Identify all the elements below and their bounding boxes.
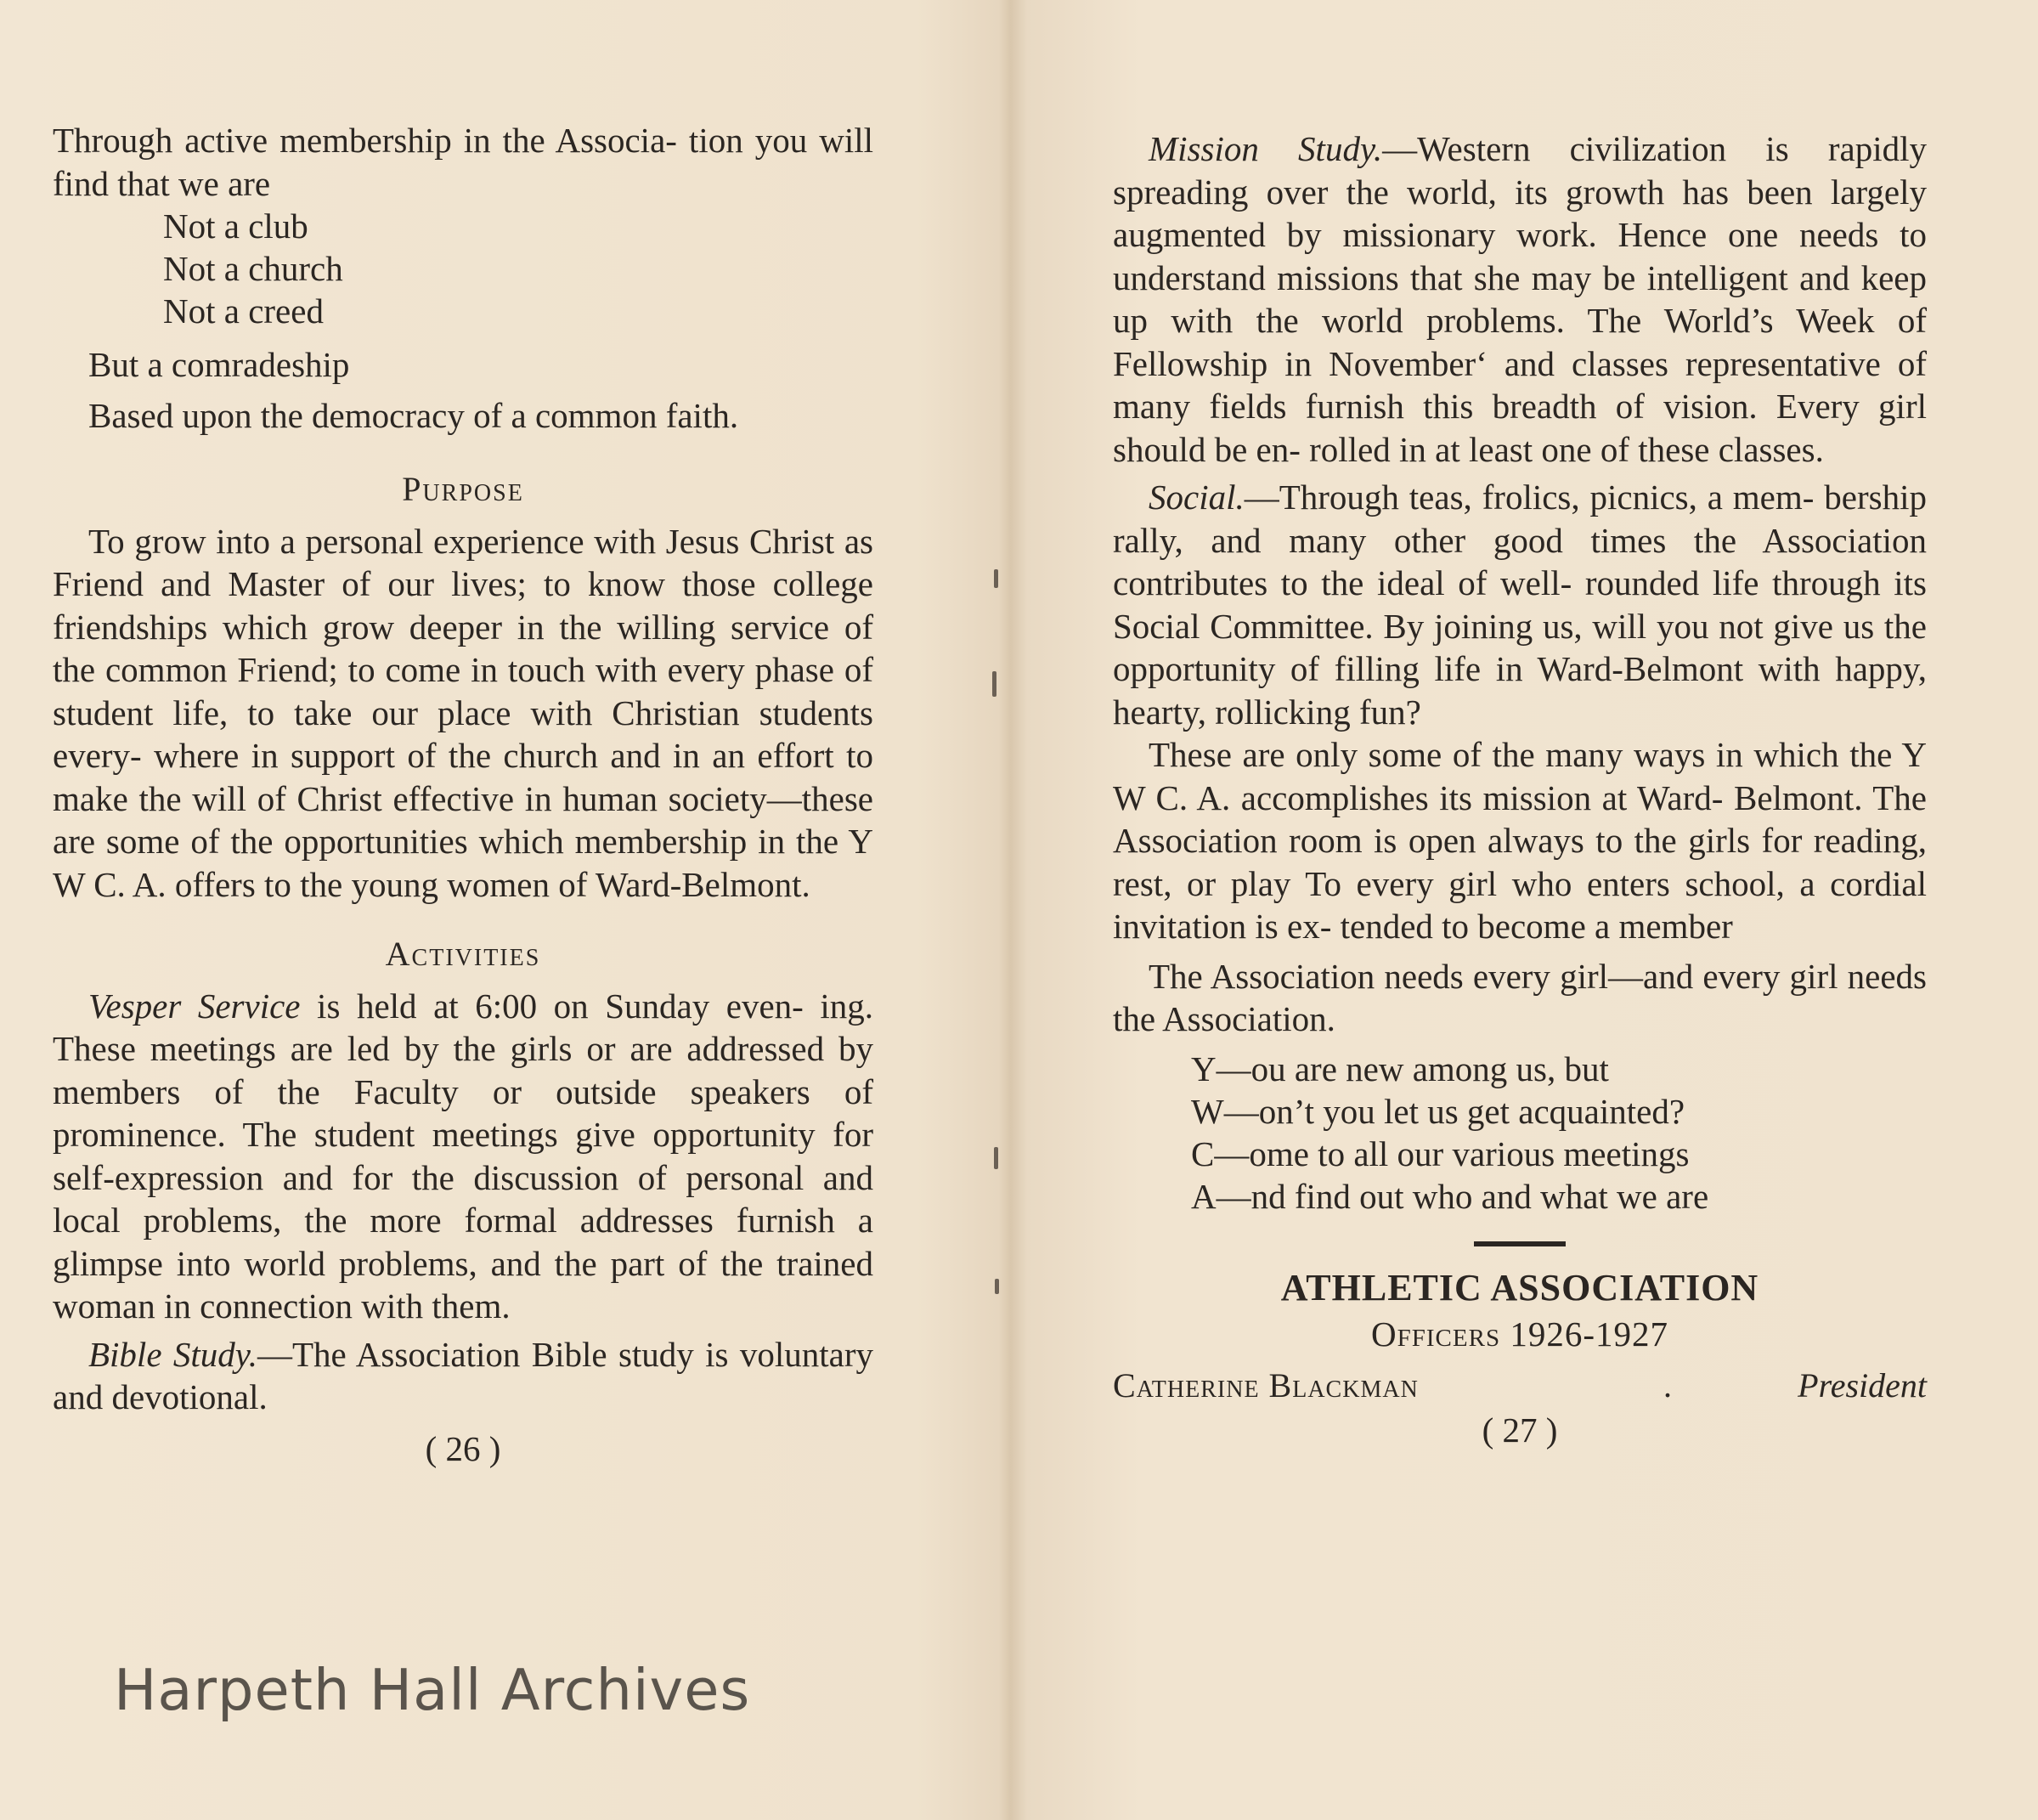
acrostic-line: A—nd find out who and what we are <box>1191 1176 1709 1216</box>
not-list-item: Not a club <box>163 206 308 246</box>
not-list <box>53 205 873 332</box>
but-line: But a comradeship <box>88 345 350 384</box>
right-page <box>998 0 2038 1820</box>
binding-mark <box>992 671 996 697</box>
social-title: Social. <box>1149 478 1245 517</box>
officer-leader-dot: . <box>1663 1365 1672 1405</box>
acrostic-line: C—ome to all our various meetings <box>1191 1133 1690 1173</box>
officer-name: Catherine Blackman <box>1113 1365 1419 1405</box>
bible-paragraph <box>53 1333 873 1419</box>
left-page <box>0 0 998 1820</box>
not-list-item: Not a church <box>163 249 343 288</box>
vesper-title: Vesper Service <box>88 986 301 1026</box>
bible-title: Bible Study. <box>88 1334 257 1374</box>
ways-paragraph: These are only some of the many ways in which the Y W C. A. accomplishes its mission at Ward- Belmont. The Association room is open always to the girls for reading, rest, or play To every girl who enters school, a cordial invitation is ex- tended to become a member <box>1113 735 1927 946</box>
officer-role: President <box>1798 1365 1927 1405</box>
officer-row <box>1113 1365 1927 1408</box>
acrostic-line: Y—ou are new among us, but <box>1191 1048 1609 1088</box>
activities-heading: Activities <box>385 935 541 973</box>
page-number-left: ( 26 ) <box>425 1428 501 1468</box>
but-lines <box>53 339 873 441</box>
acrostic-line: W—on’t you let us get acquainted? <box>1191 1091 1685 1131</box>
but-line: Based upon the democracy of a common faith. <box>88 396 739 435</box>
left-column <box>53 119 873 1470</box>
purpose-paragraph: To grow into a personal experience with Jesus Christ as Friend and Master of our lives; to know those college friendships which grow deeper in the willing service of the common Friend; to come in touch with every phase of student life, to take our place with Christian students every- where in support of the church and in an effort to make the will of Christ effective in human society—these are some of the opportunities which membership in the Y W C. A. offers to the young women of Ward-Belmont. <box>53 521 873 904</box>
binding-mark <box>994 1147 998 1169</box>
vesper-paragraph <box>53 985 873 1328</box>
section-divider <box>1474 1241 1566 1246</box>
purpose-heading: Purpose <box>402 470 524 508</box>
social-text: —Through teas, frolics, picnics, a mem- bership rally, and many other good times the Association contributes to the ideal of well- rounded life through its Social Committee. By joining us, will you not give us the opportunity of filling life in Ward-Belmont with happy, hearty, rollicking fun? <box>1113 478 1927 732</box>
officers-heading: Officers 1926-1927 <box>1371 1314 1668 1354</box>
social-paragraph <box>1113 476 1927 733</box>
binding-mark <box>995 1279 999 1294</box>
acrostic <box>1113 1048 1927 1218</box>
mission-paragraph <box>1113 127 1927 471</box>
bible-text: —The Association Bible study is voluntary and devotional. <box>53 1334 873 1416</box>
mission-text: —Western civilization is rapidly spreading over the world, its growth has been largely augmented by missionary work. Hence one needs to understand missions that she may be intelligent and keep up with the world problems. The World’s Week of Fellowship in November‘ and classes representative of many fields furnish this breadth of vision. Every girl should be en- rolled in at least one of these classes. <box>1113 129 1927 469</box>
not-list-item: Not a creed <box>163 291 324 331</box>
intro-text: Through active membership in the Associa- tion you will find that we are <box>53 121 873 203</box>
page-number-right: ( 27 ) <box>1482 1410 1558 1450</box>
archive-watermark: Harpeth Hall Archives <box>114 1657 751 1723</box>
right-column <box>1113 127 1927 1452</box>
needs-paragraph: The Association needs every girl—and every girl needs the Association. <box>1113 956 1927 1038</box>
mission-title: Mission Study. <box>1149 129 1383 168</box>
athletic-association-title: ATHLETIC ASSOCIATION <box>1280 1266 1759 1308</box>
vesper-text: is held at 6:00 on Sunday even- ing. These meetings are led by the girls or are addressed by members of the Faculty or outside speakers of prominence. The student meetings give opportunity for self-expression and for the discussion of personal and local problems, the more formal addresses furnish a glimpse into world problems, and the part of the trained woman in connection with them. <box>53 986 873 1325</box>
binding-mark <box>994 569 998 588</box>
